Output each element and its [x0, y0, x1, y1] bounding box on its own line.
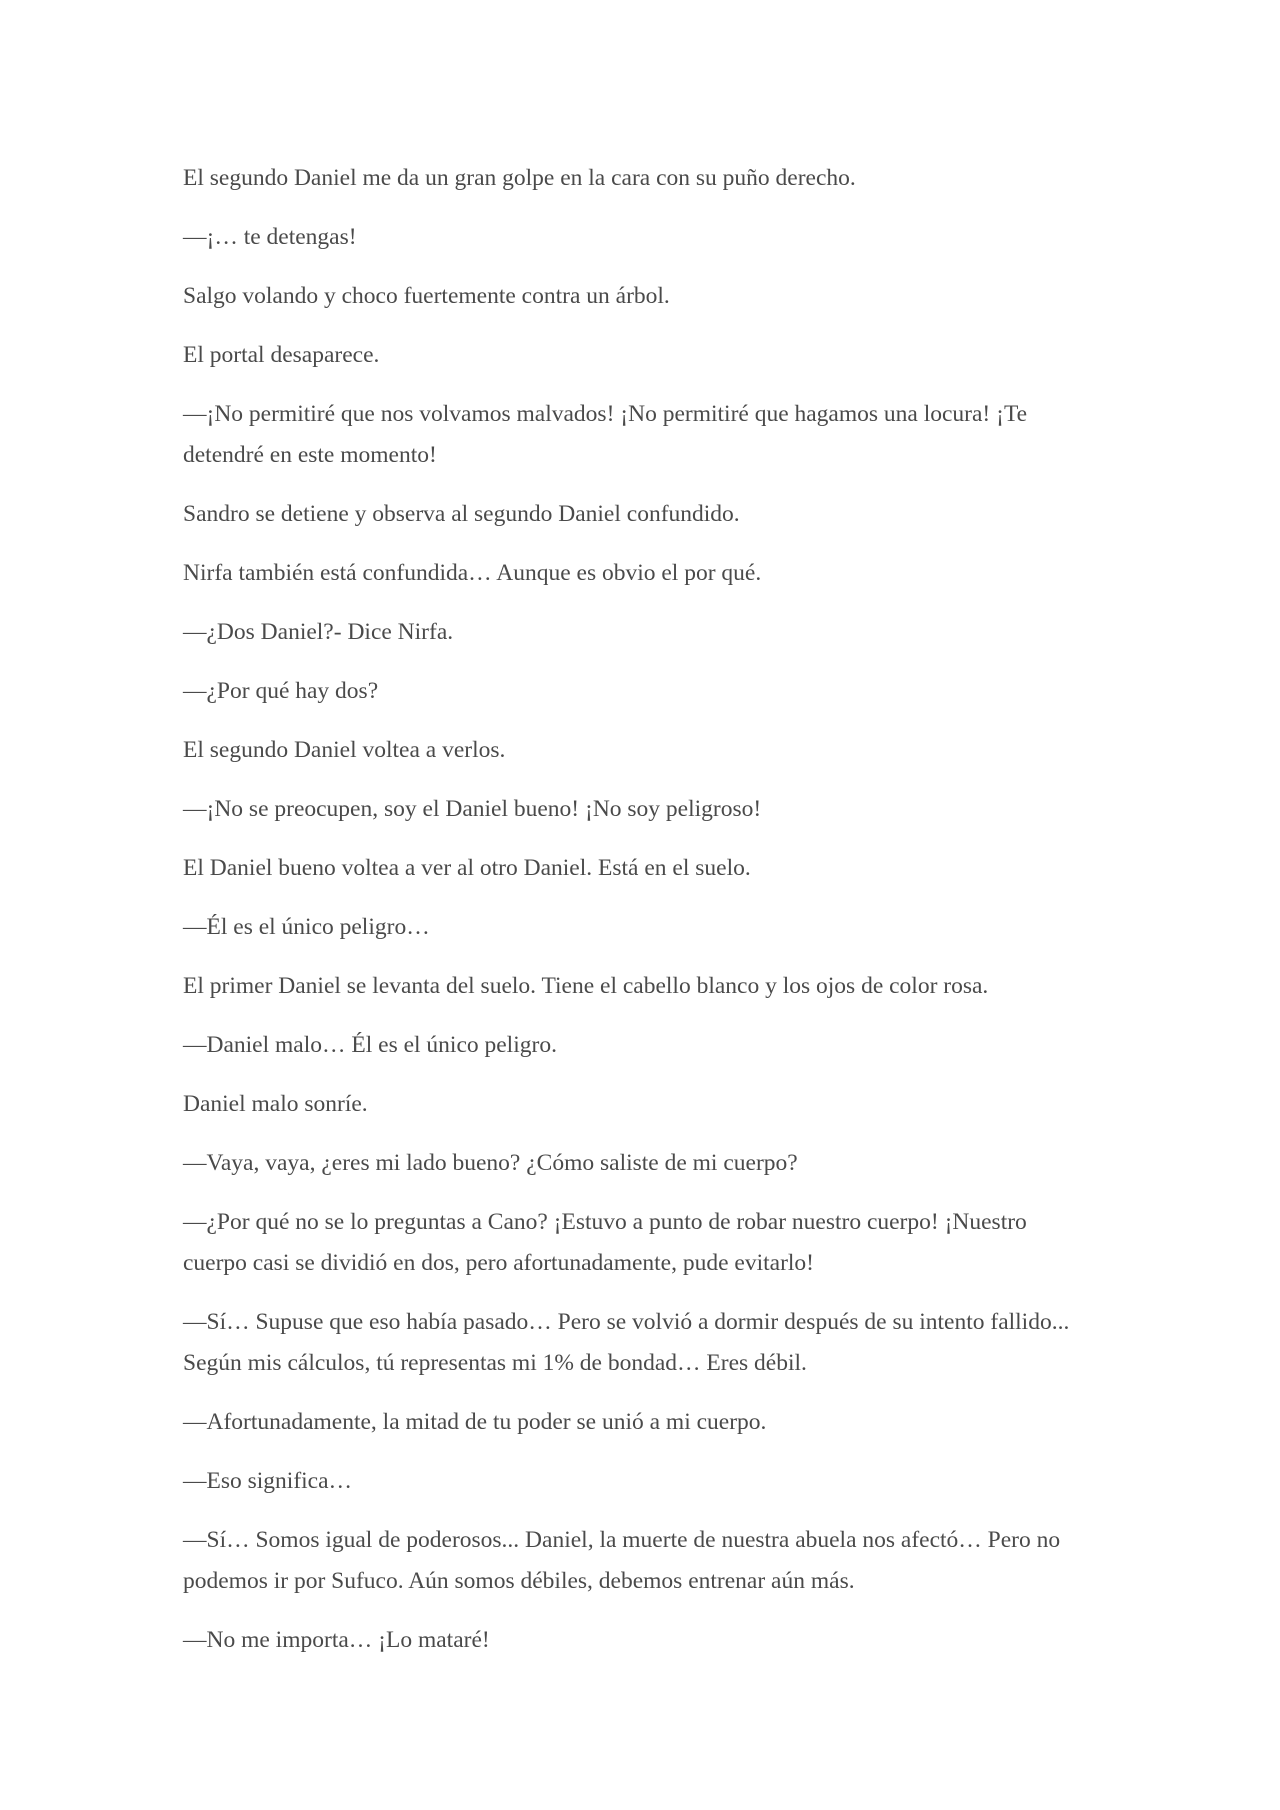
paragraph: Nirfa también está confundida… Aunque es obvio el por qué.	[183, 560, 762, 586]
paragraph: —¿Por qué hay dos?	[183, 678, 379, 704]
paragraph: —Sí… Supuse que eso había pasado… Pero se volvió a dormir después de su intento fallido... Según mis cálculos, tú representas mi 1% de bondad… Eres débil.	[183, 1309, 1070, 1376]
paragraph: —Eso significa…	[183, 1468, 353, 1494]
paragraph: Salgo volando y choco fuertemente contra un árbol.	[183, 283, 670, 309]
paragraph: El segundo Daniel me da un gran golpe en la cara con su puño derecho.	[183, 165, 856, 191]
paragraph: —¿Dos Daniel?- Dice Nirfa.	[183, 619, 454, 645]
paragraph: —¿Por qué no se lo preguntas a Cano? ¡Estuvo a punto de robar nuestro cuerpo! ¡Nuestro cuerpo casi se dividió en dos, pero afortunadamente, pude evitarlo!	[183, 1209, 1027, 1276]
paragraph: —Afortunadamente, la mitad de tu poder se unió a mi cuerpo.	[183, 1409, 767, 1435]
paragraph: El portal desaparece.	[183, 342, 380, 368]
paragraph: —Él es el único peligro…	[183, 914, 430, 940]
paragraph: El segundo Daniel voltea a verlos.	[183, 737, 506, 763]
paragraph: El primer Daniel se levanta del suelo. Tiene el cabello blanco y los ojos de color rosa.	[183, 973, 989, 999]
paragraph: El Daniel bueno voltea a ver al otro Daniel. Está en el suelo.	[183, 855, 751, 881]
document-body	[183, 158, 1083, 1679]
paragraph: —¡No permitiré que nos volvamos malvados! ¡No permitiré que hagamos una locura! ¡Te detendré en este momento!	[183, 401, 1028, 468]
paragraph: —¡No se preocupen, soy el Daniel bueno! ¡No soy peligroso!	[183, 796, 762, 822]
paragraph: Sandro se detiene y observa al segundo Daniel confundido.	[183, 501, 740, 527]
paragraph: —Sí… Somos igual de poderosos... Daniel, la muerte de nuestra abuela nos afectó… Pero no podemos ir por Sufuco. Aún somos débiles, debemos entrenar aún más.	[183, 1527, 1061, 1594]
paragraph: —¡… te detengas!	[183, 224, 357, 250]
paragraph: Daniel malo sonríe.	[183, 1091, 368, 1117]
paragraph: —No me importa… ¡Lo mataré!	[183, 1627, 490, 1653]
paragraph: —Daniel malo… Él es el único peligro.	[183, 1032, 557, 1058]
paragraph: —Vaya, vaya, ¿eres mi lado bueno? ¿Cómo saliste de mi cuerpo?	[183, 1150, 798, 1176]
